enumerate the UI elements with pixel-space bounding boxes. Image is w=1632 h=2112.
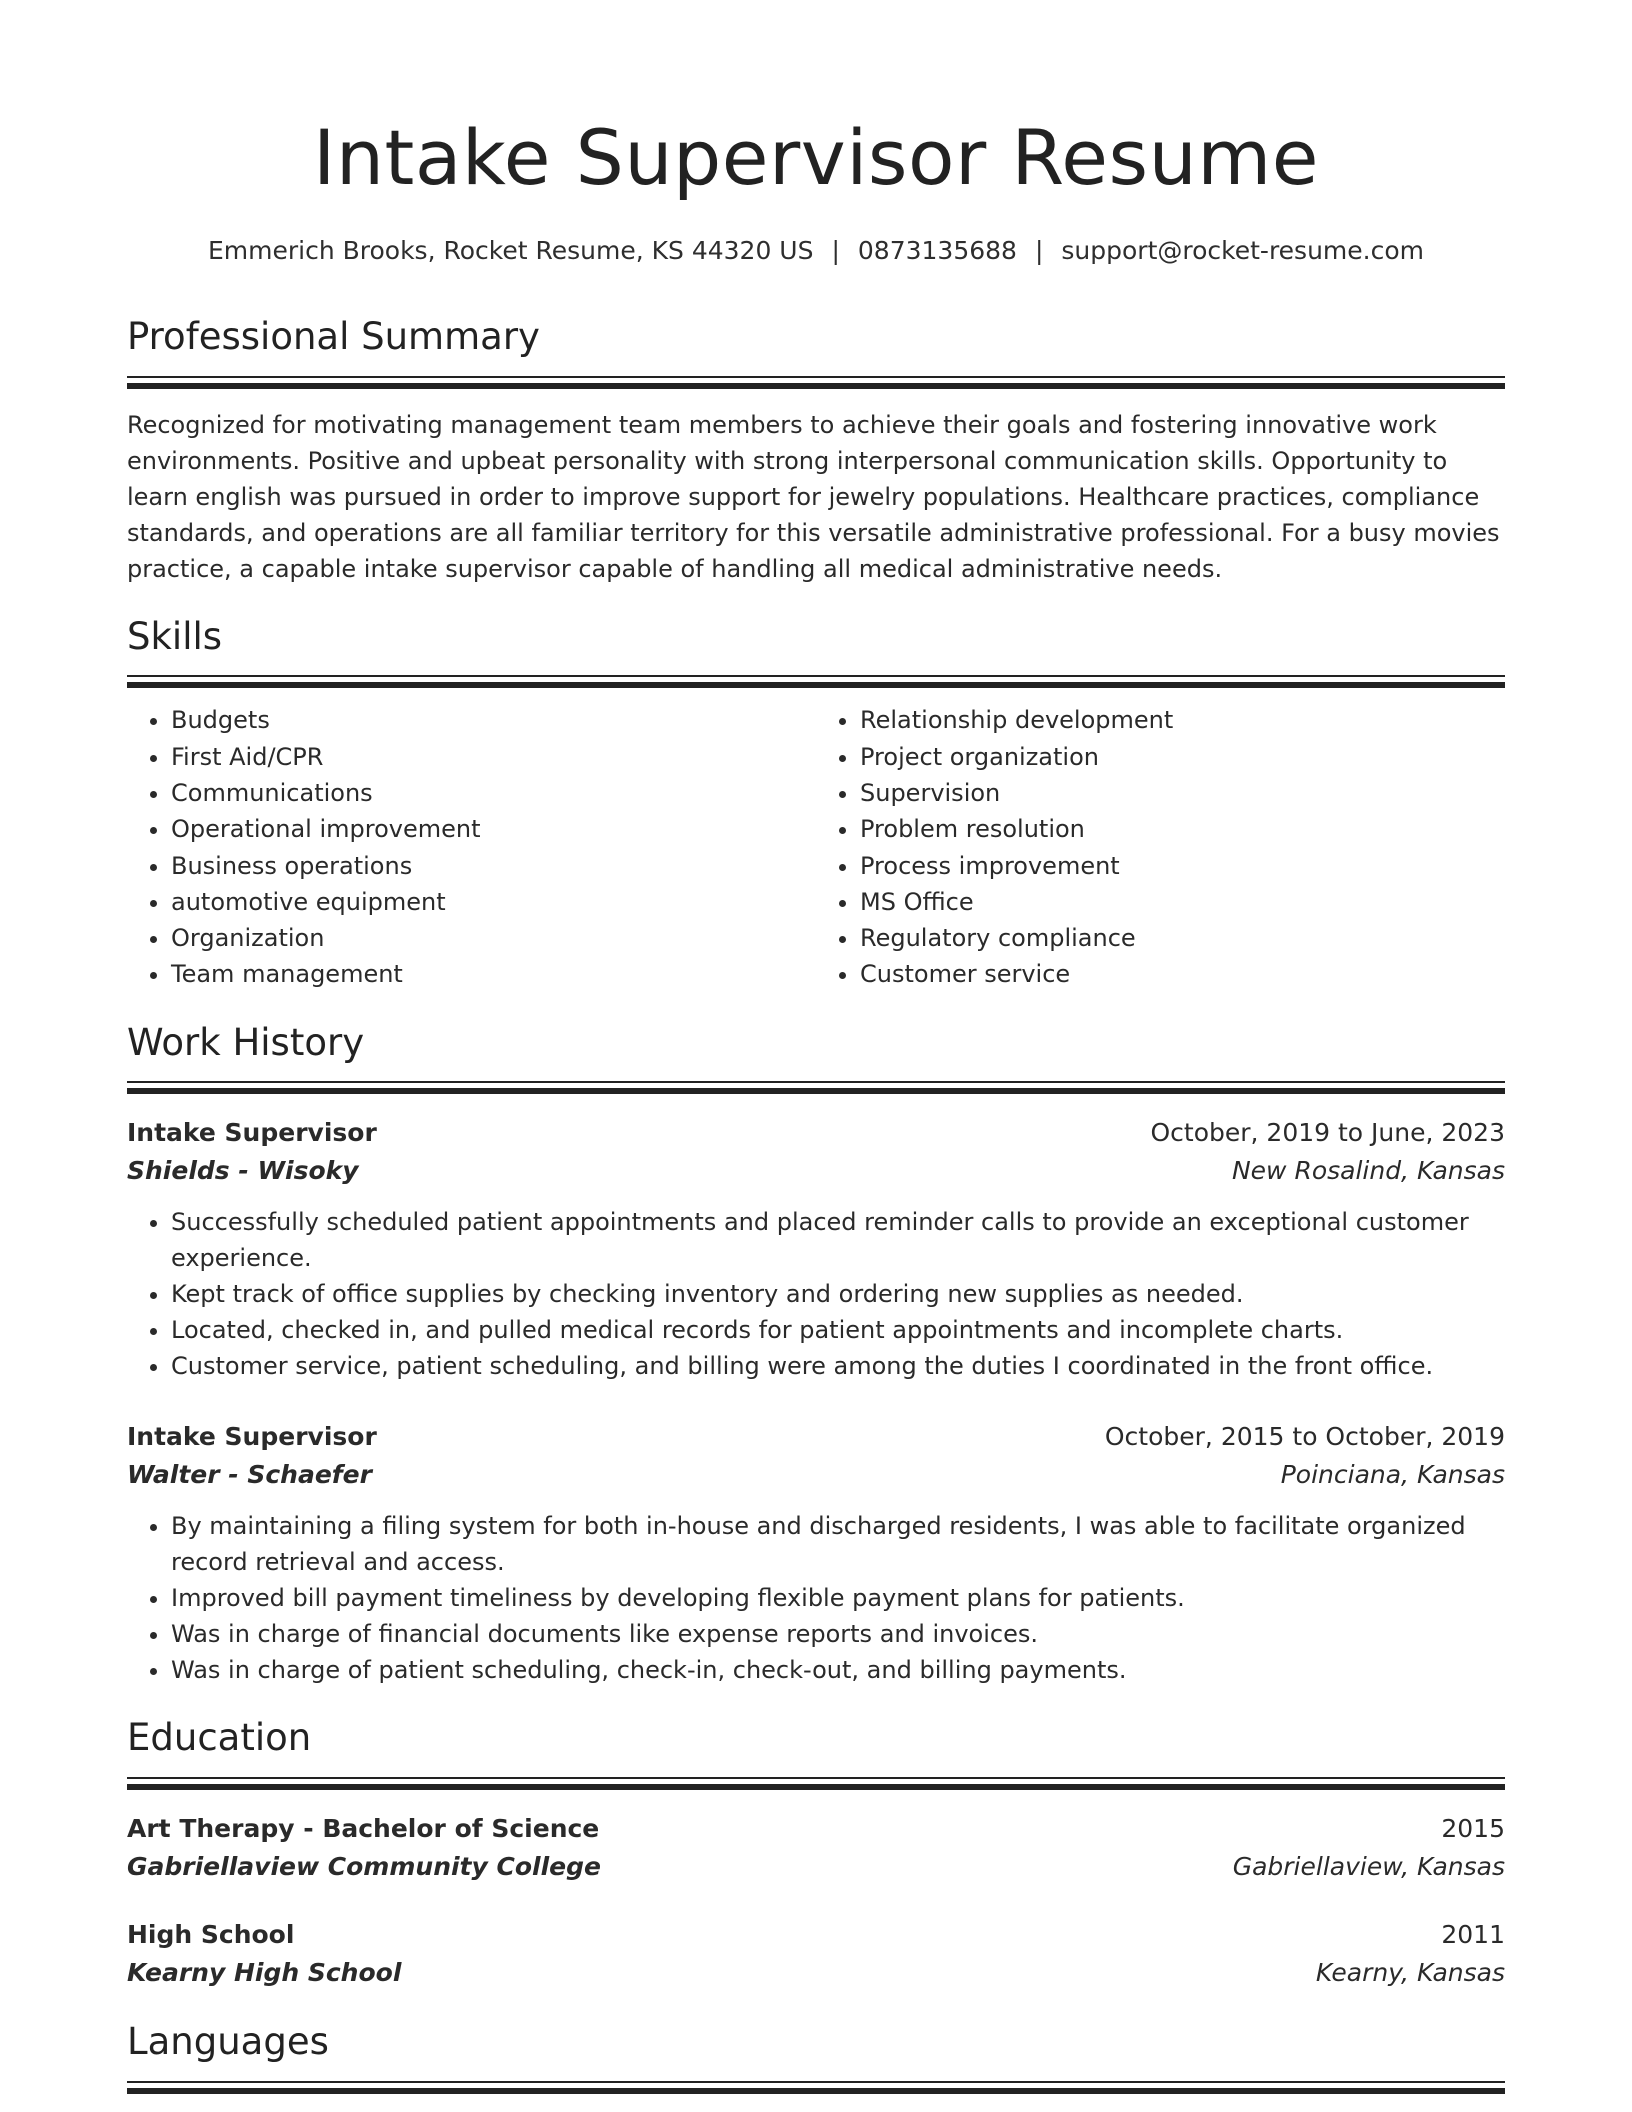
education-year: 2011 <box>1441 1920 1505 1950</box>
job-company: Shields - Wisoky <box>127 1156 359 1186</box>
section-divider <box>127 675 1505 688</box>
education-heading: Education <box>127 1716 312 1760</box>
languages-header <box>127 2022 1505 2094</box>
divider-thin <box>127 1777 1505 1779</box>
skills-section <box>127 614 1505 993</box>
divider-thick <box>127 1784 1505 1790</box>
education-degree: Art Therapy - Bachelor of Science <box>127 1814 600 1844</box>
job-bullet: • Located, checked in, and pulled medical records for patient appointments and incomplete charts. <box>171 1312 1505 1348</box>
divider-thin <box>127 2081 1505 2083</box>
job-company-row <box>127 1456 1505 1494</box>
job-bullet: • Kept track of office supplies by checking inventory and ordering new supplies as needed. <box>171 1276 1505 1312</box>
job-role: Intake Supervisor <box>127 1422 377 1452</box>
skill-item: • Regulatory compliance <box>860 920 1505 956</box>
skill-item: • Organization <box>171 920 816 956</box>
skill-item: • Communications <box>171 775 816 811</box>
education-degree: High School <box>127 1920 295 1950</box>
education-location: Gabriellaview, Kansas <box>1232 1852 1505 1882</box>
page-title: Intake Supervisor Resume <box>312 113 1320 202</box>
languages-section <box>127 2022 1505 2094</box>
divider-thin <box>127 1081 1505 1083</box>
skills-columns <box>127 702 1505 992</box>
skill-item: • automotive equipment <box>171 884 816 920</box>
job-bullet: • Was in charge of patient scheduling, check-in, check-out, and billing payments. <box>171 1652 1505 1688</box>
summary-heading: Professional Summary <box>127 315 540 358</box>
summary-section <box>127 317 1505 587</box>
education-entry <box>127 1810 1505 1886</box>
languages-heading: Languages <box>127 2020 329 2064</box>
section-divider <box>127 2081 1505 2094</box>
skill-item: • First Aid/CPR <box>171 739 816 775</box>
job-dates: October, 2015 to October, 2019 <box>1104 1422 1505 1452</box>
education-entry <box>127 1916 1505 1992</box>
divider-thin <box>127 376 1505 378</box>
skills-list-left <box>127 702 816 992</box>
job-bullets <box>127 1508 1505 1688</box>
education-degree-row <box>127 1916 1505 1954</box>
work-history-heading: Work History <box>127 1020 365 1064</box>
skill-item: • Customer service <box>860 956 1505 992</box>
education-school: Kearny High School <box>127 1958 402 1988</box>
section-divider <box>127 376 1505 389</box>
skills-heading: Skills <box>127 614 223 658</box>
divider-thick <box>127 2088 1505 2094</box>
job-dates: October, 2019 to June, 2023 <box>1150 1118 1505 1148</box>
education-school: Gabriellaview Community College <box>127 1852 601 1882</box>
section-divider <box>127 1777 1505 1790</box>
job-company-row <box>127 1152 1505 1190</box>
skill-item: • MS Office <box>860 884 1505 920</box>
job-entry <box>127 1114 1505 1384</box>
job-entry <box>127 1418 1505 1688</box>
skill-item: • Project organization <box>860 739 1505 775</box>
job-title-row <box>127 1114 1505 1152</box>
skill-item: • Budgets <box>171 702 816 738</box>
summary-text: Recognized for motivating management team members to achieve their goals and fostering innovative work environments. Positive and upbeat personality with strong interpersonal communication skills. Opportunity to learn english was pursued in order to improve support for jewelry populations. Healthcare practices, compliance standards, and operations are all familiar territory for this versatile administrative professional. For a busy movies practice, a capable intake supervisor capable of handling all medical administrative needs. <box>127 410 1500 583</box>
divider-thick <box>127 383 1505 389</box>
skill-item: • Supervision <box>860 775 1505 811</box>
divider-thin <box>127 675 1505 677</box>
job-location: Poinciana, Kansas <box>1280 1460 1505 1490</box>
contact-separator: | <box>831 236 840 265</box>
education-year: 2015 <box>1441 1814 1505 1844</box>
skill-item: • Problem resolution <box>860 811 1505 847</box>
job-bullets <box>127 1204 1505 1384</box>
contact-separator: | <box>1034 236 1044 265</box>
divider-thick <box>127 682 1505 688</box>
summary-header <box>127 317 1505 389</box>
contact-email: support@rocket-resume.com <box>1061 236 1425 265</box>
job-bullet: • Improved bill payment timeliness by developing flexible payment plans for patients. <box>171 1580 1505 1616</box>
skill-item: • Business operations <box>171 848 816 884</box>
contact-phone: 0873135688 <box>857 236 1017 265</box>
education-header <box>127 1718 1505 1790</box>
job-location: New Rosalind, Kansas <box>1231 1156 1505 1186</box>
job-company: Walter - Schaefer <box>127 1460 372 1490</box>
job-role: Intake Supervisor <box>127 1118 377 1148</box>
job-bullet: • Customer service, patient scheduling, and billing were among the duties I coordinated in the front office. <box>171 1348 1505 1384</box>
education-school-row <box>127 1954 1505 1992</box>
skill-item: • Process improvement <box>860 848 1505 884</box>
job-bullet: • Was in charge of financial documents like expense reports and invoices. <box>171 1616 1505 1652</box>
education-degree-row <box>127 1810 1505 1848</box>
education-school-row <box>127 1848 1505 1886</box>
divider-thick <box>127 1088 1505 1094</box>
job-bullet: • Successfully scheduled patient appointments and placed reminder calls to provide an exceptional customer experience. <box>171 1204 1505 1276</box>
skill-item: • Relationship development <box>860 702 1505 738</box>
job-bullet: • By maintaining a filing system for both in-house and discharged residents, I was able to facilitate organized record retrieval and access. <box>171 1508 1505 1580</box>
job-title-row <box>127 1418 1505 1456</box>
skill-item: • Team management <box>171 956 816 992</box>
work-history-section <box>127 1020 1505 1689</box>
skills-header <box>127 614 1505 689</box>
education-location: Kearny, Kansas <box>1315 1958 1505 1988</box>
contact-line <box>127 236 1505 265</box>
education-section <box>127 1718 1505 1992</box>
contact-address: Emmerich Brooks, Rocket Resume, KS 44320 US <box>207 236 814 265</box>
skill-item: • Operational improvement <box>171 811 816 847</box>
skills-list-right <box>816 702 1505 992</box>
section-divider <box>127 1081 1505 1094</box>
work-history-header <box>127 1020 1505 1095</box>
